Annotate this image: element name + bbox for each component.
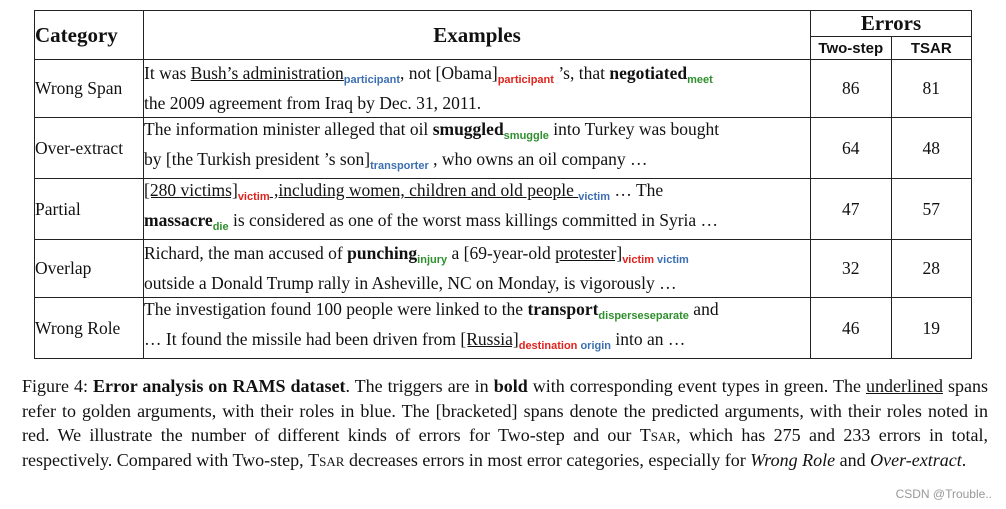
event-type-label: die — [212, 221, 229, 233]
category-cell: Overlap — [35, 240, 144, 298]
gold-argument-span: [280 victims] — [144, 180, 238, 200]
trigger-word: transport — [527, 299, 599, 319]
example-text: , not [Obama] — [400, 63, 498, 83]
caption-text: decreases errors in most error categories, especially for — [344, 449, 751, 470]
example-text: outside a Donald Trump rally in Asheville, NC on Monday, is vigorously … — [144, 273, 677, 293]
example-text: It was — [144, 63, 191, 83]
example-text: into Turkey was bought — [548, 119, 720, 139]
gold-role-label: transporter — [370, 160, 429, 172]
gold-argument-span: Bush’s administration — [190, 63, 344, 83]
table-row — [35, 298, 972, 359]
caption-text: , which has 275 and 233 errors in total, respectively. Compared with Two-step, — [22, 425, 988, 470]
gold-argument-span: [Russia] — [460, 329, 519, 349]
example-text: … The — [610, 180, 664, 200]
caption-italic: Wrong Role — [750, 449, 836, 470]
event-type-label: injury — [417, 254, 448, 266]
category-cell: Wrong Role — [35, 298, 144, 359]
category-cell: Partial — [35, 179, 144, 240]
header-tsar: TSAR — [891, 37, 972, 60]
tsar-error-count: 19 — [891, 298, 972, 359]
two-step-error-count: 86 — [811, 60, 892, 118]
header-category: Category — [35, 11, 144, 60]
example-cell — [144, 60, 811, 118]
example-text: Richard, the man accused of — [144, 243, 348, 263]
tsar-error-count: 48 — [891, 118, 972, 179]
tsar-error-count: 57 — [891, 179, 972, 240]
predicted-role-label: participant — [497, 74, 554, 86]
gold-role-label: origin — [577, 340, 611, 352]
example-text: The information minister alleged that oil — [144, 119, 433, 139]
trigger-word: punching — [347, 243, 418, 263]
caption-text: and — [835, 449, 871, 470]
table-row — [35, 118, 972, 179]
example-text: The investigation found 100 people were linked to the — [144, 299, 528, 319]
gold-role-label: victim — [653, 254, 689, 266]
trigger-word: smuggled — [432, 119, 504, 139]
gold-role-label: victim — [578, 191, 611, 203]
header-two-step: Two-step — [811, 37, 892, 60]
two-step-error-count: 64 — [811, 118, 892, 179]
event-type-label: disperseseparate — [598, 310, 689, 322]
predicted-role-label: victim — [622, 254, 654, 266]
caption-tsar: Tsar — [639, 425, 677, 445]
example-cell — [144, 240, 811, 298]
trigger-word: massacre — [144, 210, 213, 230]
example-text: a [69-year-old — [447, 243, 556, 263]
tsar-error-count: 28 — [891, 240, 972, 298]
two-step-error-count: 47 — [811, 179, 892, 240]
example-cell — [144, 118, 811, 179]
gold-argument-span: ,including women, children and old people — [269, 180, 579, 200]
example-line — [144, 328, 810, 358]
caption-text: . The triggers are in — [345, 376, 494, 396]
example-line — [144, 118, 810, 148]
example-line — [144, 272, 810, 295]
table-row — [35, 240, 972, 298]
example-line — [144, 242, 810, 272]
example-line — [144, 298, 810, 328]
caption-label: Figure 4: — [22, 376, 94, 396]
event-type-label: smuggle — [503, 130, 549, 142]
tsar-error-count: 81 — [891, 60, 972, 118]
example-text: is considered as one of the worst mass killings committed in Syria … — [228, 210, 719, 230]
header-examples: Examples — [144, 11, 811, 60]
example-text: the 2009 agreement from Iraq by Dec. 31, 2011. — [144, 93, 482, 113]
caption-italic: Over-extract — [870, 449, 962, 470]
watermark: CSDN @Trouble.. — [895, 487, 992, 501]
caption-title: Error analysis on RAMS dataset — [93, 376, 346, 396]
example-line — [144, 62, 810, 92]
trigger-word: negotiated — [609, 63, 688, 83]
predicted-role-label: destination — [518, 340, 578, 352]
error-analysis-table — [34, 10, 972, 359]
event-type-label: meet — [687, 74, 713, 86]
category-cell: Over-extract — [35, 118, 144, 179]
example-text: by [the Turkish president ’s son] — [144, 149, 371, 169]
example-line — [144, 92, 810, 115]
figure-caption — [22, 374, 988, 472]
caption-underlined-word: underlined — [865, 376, 943, 396]
caption-text: spans refer to golden arguments, with their roles in blue. The [bracketed] spans denote the predicted arguments, with their roles noted in red. We illustrate the number of different kinds of errors for Two-step and our — [22, 376, 988, 445]
caption-text: with corresponding event types in green. The — [527, 376, 866, 396]
caption-bold-word: bold — [493, 376, 528, 396]
example-text: and — [688, 299, 719, 319]
gold-role-label: participant — [343, 74, 401, 86]
example-text: , who owns an oil company … — [428, 149, 648, 169]
example-text: ’s, that — [553, 63, 610, 83]
caption-text: . — [961, 449, 967, 470]
example-line — [144, 209, 810, 239]
table-row — [35, 179, 972, 240]
two-step-error-count: 46 — [811, 298, 892, 359]
example-text: … It found the missile had been driven from — [144, 329, 461, 349]
predicted-role-label: victim — [237, 191, 270, 203]
two-step-error-count: 32 — [811, 240, 892, 298]
table-row — [35, 60, 972, 118]
example-line — [144, 148, 810, 178]
example-text: into an … — [611, 329, 686, 349]
example-cell — [144, 179, 811, 240]
header-errors: Errors — [811, 11, 972, 37]
example-line — [144, 179, 810, 209]
example-cell — [144, 298, 811, 359]
gold-argument-span: protester] — [555, 243, 623, 263]
caption-tsar: Tsar — [308, 449, 345, 470]
category-cell: Wrong Span — [35, 60, 144, 118]
